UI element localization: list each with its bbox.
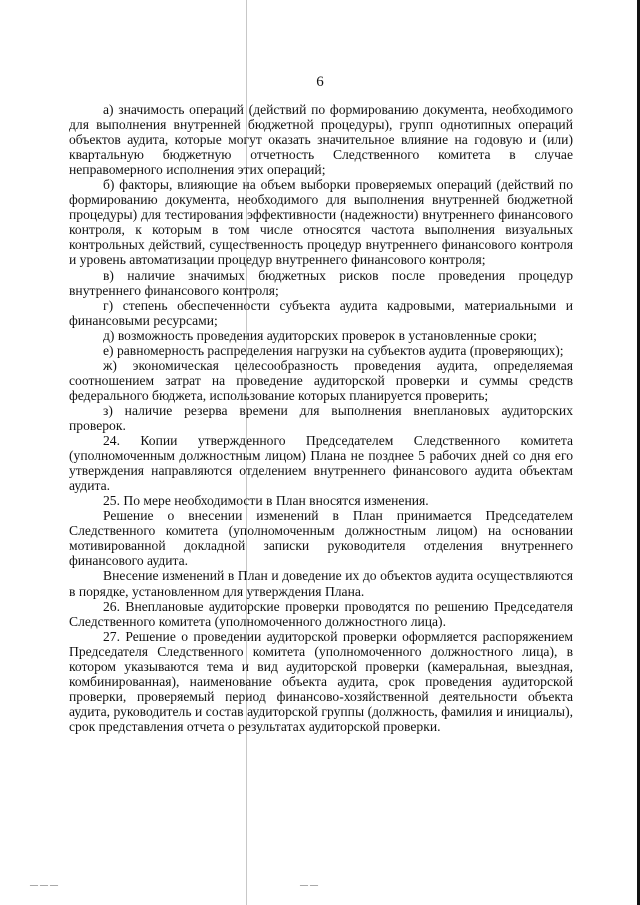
paragraph-item-g: г) степень обеспеченности субъекта аудита кадровыми, материальными и финансовыми ресурсами; xyxy=(69,297,573,328)
paragraph-25: 25. По мере необходимости в План вносятся изменения. xyxy=(103,493,429,509)
paragraph-item-a: а) значимость операций (действий по формированию документа, необходимого для выполнения внутренней бюджетной процедуры), групп однотипных операций объектов аудита, которые могут оказать значительное влияние на годовую и (или) квартальную бюджетную отчетность Следственного комитета в случае неправомерного исполнения этих операций; xyxy=(69,102,573,178)
paragraph-25-changes: Внесение изменений в План и доведение их до объектов аудита осуществляются в порядке, установленном для утверждения Плана. xyxy=(69,568,573,599)
footer-scan-mark-left: — — — xyxy=(30,880,58,889)
paragraph-item-b: б) факторы, влияющие на объем выборки проверяемых операций (действий по формированию документа, необходимого для выполнения внутренней бюджетной процедуры) для тестирования эффективности (надежности) внутреннего финансового контроля, к которым в том числе относятся частота выполнения визуальных контрольных действий, существенность процедур внутреннего финансового контроля и уровень автоматизации процедур внутреннего финансового контроля; xyxy=(69,177,573,268)
paragraph-item-z: з) наличие резерва времени для выполнения внеплановых аудиторских проверок. xyxy=(69,402,573,433)
paragraph-24: 24. Копии утвержденного Председателем Следственного комитета (уполномоченным должностным лицом) Плана не позднее 5 рабочих дней со дня его утверждения направляются отделением внутреннего финансового аудита объектам аудита. xyxy=(69,433,573,494)
paragraph-26: 26. Внеплановые аудиторские проверки проводятся по решению Председателя Следственного комитета (уполномоченного должностного лица). xyxy=(69,598,573,629)
page-number: 6 xyxy=(316,74,324,90)
paragraph-25-decision: Решение о внесении изменений в План принимается Председателем Следственного комитета (уполномоченным должностным лицом) на основании мотивированной докладной записки руководителя отделения внутреннего финансового аудита. xyxy=(69,508,573,569)
paragraph-item-v: в) наличие значимых бюджетных рисков после проведения процедур внутреннего финансового контроля; xyxy=(69,267,573,298)
paragraph-27: 27. Решение о проведении аудиторской проверки оформляется распоряжением Председателя Следственного комитета (уполномоченного должностного лица), в котором указываются тема и вид аудиторской проверки (камеральная, выездная, комбинированная), наименование объекта аудита, срок проведения аудиторской проверки, проверяемый период финансово-хозяйственной деятельности объекта аудита, руководитель и состав аудиторской группы (должность, фамилия и инициалы), срок представления отчета о результатах аудиторской проверки. xyxy=(69,628,573,734)
paragraph-item-d: д) возможность проведения аудиторских проверок в установленные сроки; xyxy=(103,327,537,343)
footer-scan-mark-right: — — xyxy=(300,880,318,889)
paragraph-item-e: е) равномерность распределения нагрузки на субъектов аудита (проверяющих); xyxy=(103,342,564,358)
document-body xyxy=(69,102,573,734)
paragraph-item-zh: ж) экономическая целесообразность проведения аудита, определяемая соотношением затрат на проведение аудиторской проверки и суммы средств федерального бюджета, использование которых планируется проверить; xyxy=(69,357,573,403)
